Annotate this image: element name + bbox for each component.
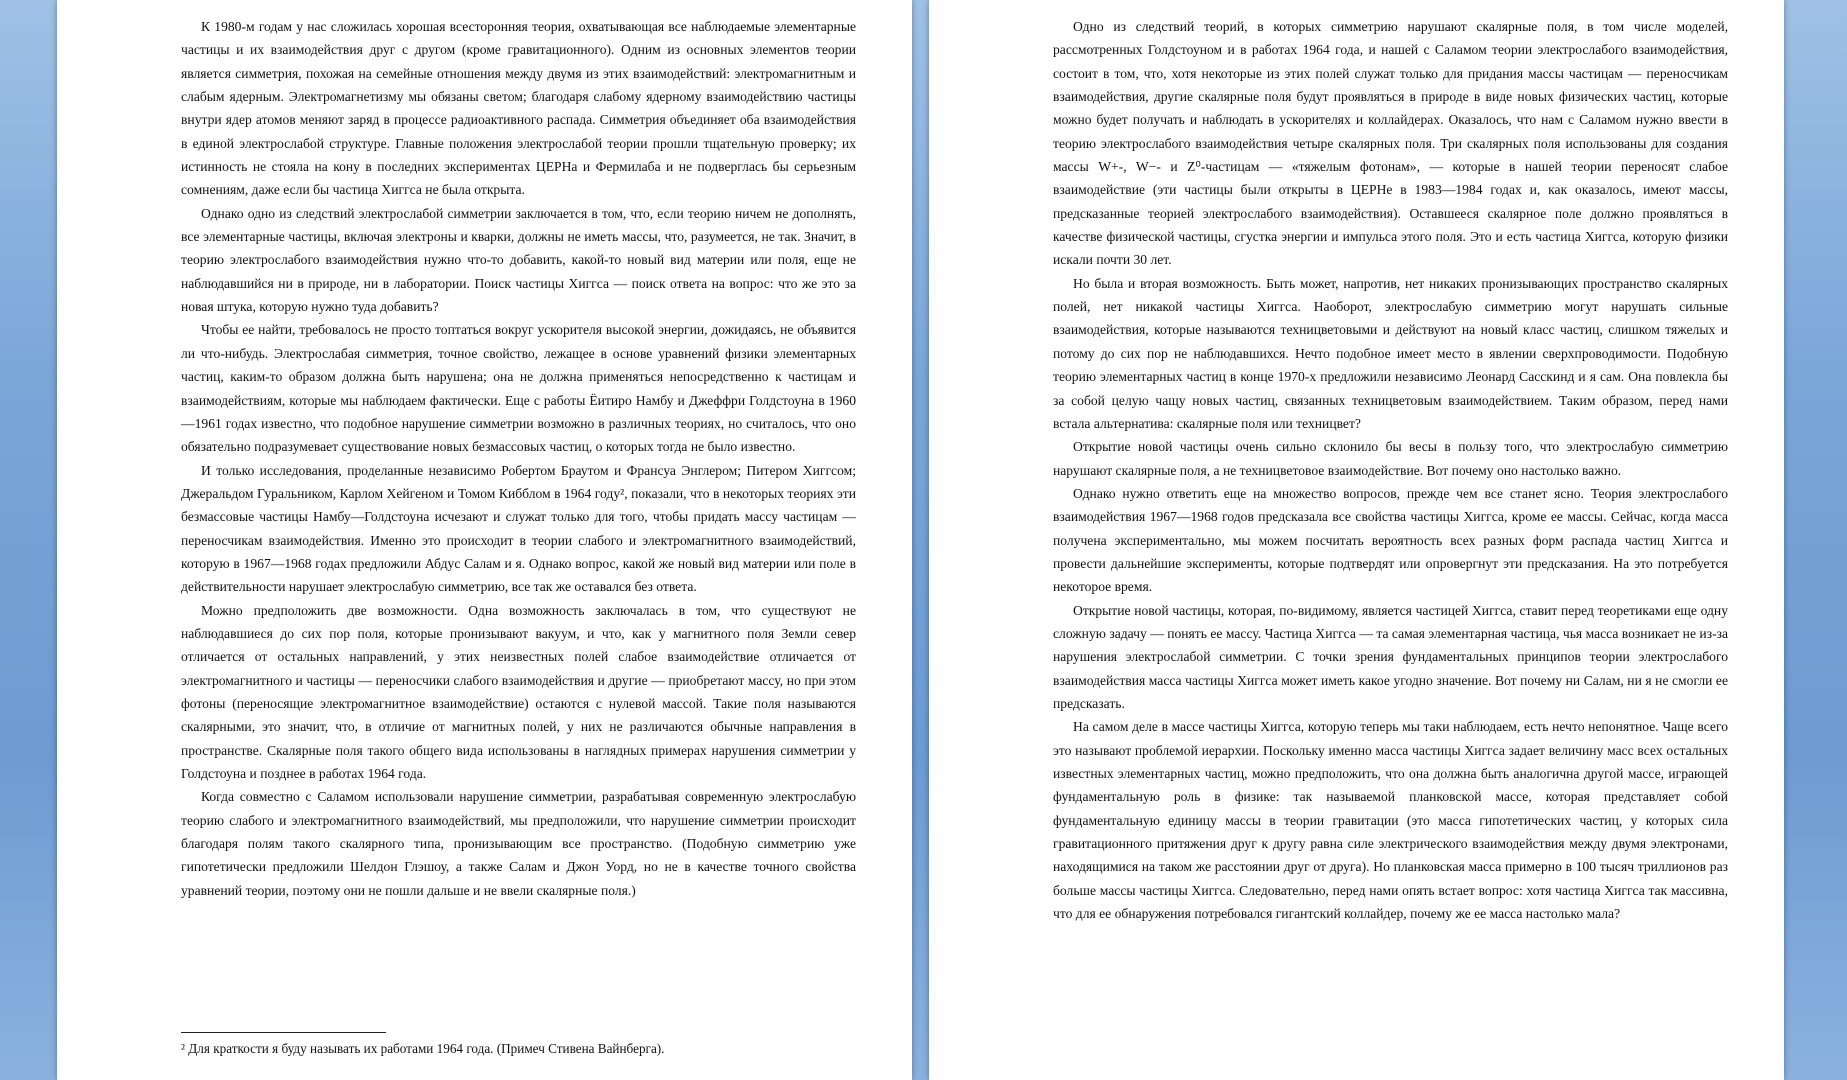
document-page-right[interactable]: [929, 0, 1784, 1080]
paragraph[interactable]: Когда совместно с Саламом использовали нарушение симметрии, разрабатывая современную электрослабую теорию слабого и электромагнитного взаимодействий, мы предположили, что нарушение симметрии происходит благодаря полям такого скалярного типа, пронизывающим все пространство. (Подобную симметрию уже гипотетически предложили Шелдон Глэшоу, а также Салам и Джон Уорд, но не в качестве точного свойства уравнений теории, поэтому они не пошли дальше и не ввели скалярные поля.): [181, 789, 856, 898]
footnote-separator: [181, 1032, 386, 1033]
paragraph[interactable]: Однако одно из следствий электрослабой симметрии заключается в том, что, если теорию ничем не дополнять, все элементарные частицы, включая электроны и кварки, должны не иметь массы, что, разумеется, не так. Значит, в теорию электрослабого взаимодействия нужно что-то добавить, какой-то новый вид материи или поля, еще не наблюдавшийся ни в природе, ни в лаборатории. Поиск частицы Хиггса — поиск ответа на вопрос: что же это за новая штука, которую нужно туда добавить?: [181, 205, 856, 315]
paragraph[interactable]: Открытие новой частицы, которая, по-видимому, является частицей Хиггса, ставит перед теоретиками еще одну сложную задачу — понять ее массу. Частица Хиггса — та самая элементарная частица, чья масса возникает не из-за нарушения электрослабой симметрии. С точки зрения фундаментальных принципов теории электрослабого взаимодействия масса частицы Хиггса может иметь какое угодно значение. Вот почему ни Салам, ни я не смогли ее предсказать.: [1053, 602, 1728, 711]
paragraph[interactable]: Открытие новой частицы очень сильно склонило бы весы в пользу того, что электрослабую симметрию нарушают скалярные поля, а не техницветовое взаимодействие. Вот почему оно настолько важно.: [1053, 439, 1728, 478]
paragraph[interactable]: Чтобы ее найти, требовалось не просто топтаться вокруг ускорителя высокой энергии, дожидаясь, не объявится ли что-нибудь. Электрослабая симметрия, точное свойство, лежащее в основе уравнений физики элементарных частиц, каким-то образом должна быть нарушена; она не должна применяться непосредственно к частицам и взаимодействиям, которые мы наблюдаем фактически. Еще с работы Ёитиро Намбу и Джеффри Голдстоуна в 1960—1961 годах известно, что подобное нарушение симметрии возможно в различных теориях, но считалось, что оно обязательно подразумевает существование новых безмассовых частиц, о которых тогда не было известно.: [181, 322, 856, 455]
paragraph[interactable]: Можно предположить две возможности. Одна возможность заключалась в том, что существуют не наблюдавшиеся до сих пор поля, которые пронизывают вакуум, и что, как у магнитного поля Земли север отличается от остальных направлений, у этих неизвестных полей слабое взаимодействие отличается от электромагнитного и частицы — переносчики слабого взаимодействия и другие — приобретают массу, но при этом фотоны (переносящие электромагнитное взаимодействие) остаются с нулевой массой. Такие поля называются скалярными, это значит, что, в отличие от магнитных полей, у них не различаются обычные направления в пространстве. Скалярные поля такого общего вида использованы в наглядных примерах нарушения симметрии у Голдстоуна и позднее в работах 1964 года.: [181, 602, 856, 781]
paragraph[interactable]: Однако нужно ответить еще на множество вопросов, прежде чем все станет ясно. Теория электрослабого взаимодействия 1967—1968 годов предсказала все свойства частицы Хиггса, кроме ее массы. Сейчас, когда масса получена экспериментально, мы можем посчитать вероятность всех разных форм распада частиц Хиггса и провести дальнейшие эксперименты, которые подтвердят или опровергнут эти предсказания. На это потребуется некоторое время.: [1053, 485, 1728, 595]
page-text-right[interactable]: [1053, 15, 1728, 925]
page-text-left[interactable]: [181, 15, 856, 902]
paragraph[interactable]: Одно из следствий теорий, в которых симметрию нарушают скалярные поля, в том числе моделей, рассмотренных Голдстоуном и в работах 1964 года, и нашей с Саламом теории электрослабого взаимодействия, состоит в том, что, хотя некоторые из этих полей служат только для придания массы частицам — переносчикам взаимодействия, другие скалярные поля будут проявляться в природе в виде новых физических частиц, которые можно будет получать и наблюдать в ускорителях и коллайдерах. Оказалось, что нам с Саламом нужно ввести в теорию электрослабого взаимодействия четыре скалярных поля. Три скалярных поля использованы для создания массы W+-, W−- и Z⁰-частицам — «тяжелым фотонам», — которые в нашей теории переносят слабое взаимодействие (эти частицы были открыты в ЦЕРНе в 1983—1984 годах и, как оказалось, имеют массы, предсказанные теорией электрослабого взаимодействия). Оставшееся скалярное поле должно проявляться в качестве физической частицы, сгустка энергии и импульса этого поля. Это и есть частица Хиггса, которую физики искали почти 30 лет.: [1053, 19, 1728, 268]
paragraph[interactable]: К 1980-м годам у нас сложилась хорошая всесторонняя теория, охватывающая все наблюдаемые элементарные частицы и их взаимодействия друг с другом (кроме гравитационного). Одним из основных элементов теории является симметрия, похожая на семейные отношения между двумя из этих взаимодействий: электромагнитным и слабым ядерным. Электромагнетизму мы обязаны светом; благодаря слабому ядерному взаимодействию частицы внутри ядер атомов меняют заряд в процессе радиоактивного распада. Симметрия объединяет оба взаимодействия в единой электрослабой структуре. Главные положения электрослабой теории прошли тщательную проверку; их истинность не стояла на кону в последних экспериментах ЦЕРНа и Фермилаба и не подверглась бы серьезным сомнениям, даже если бы частица Хиггса не была открыта.: [181, 19, 856, 198]
paragraph[interactable]: Но была и вторая возможность. Быть может, напротив, нет никаких пронизывающих пространство скалярных полей, нет никакой частицы Хиггса. Наоборот, электрослабую симметрию могут нарушать сильные взаимодействия, которые называются техницветовыми и действуют на новый класс частиц, слишком тяжелых и потому до сих пор не наблюдавшихся. Нечто подобное имеет место в явлении сверхпроводимости. Подобную теорию элементарных частиц в конце 1970-х предложили независимо Леонард Сасскинд и я сам. Она повлекла бы за собой целую чащу новых частиц, связанных техницветовым взаимодействием. Таким образом, перед нами встала альтернатива: скалярные поля или техницвет?: [1053, 275, 1728, 431]
document-page-left[interactable]: [57, 0, 912, 1080]
paragraph[interactable]: И только исследования, проделанные независимо Робертом Браутом и Франсуа Энглером; Питером Хиггсом; Джеральдом Гуральником, Карлом Хейгеном и Томом Кибблом в 1964 году², показали, что в некоторых теориях эти безмассовые частицы Намбу—Голдстоуна исчезают и служат только для того, чтобы придать массу частицам — переносчикам взаимодействия. Именно это происходит в теории слабого и электромагнитного взаимодействий, которую в 1967—1968 годах предложили Абдус Салам и я. Однако вопрос, какой же новый вид материи или поле в действительности нарушает электрослабую симметрию, все так же оставался без ответа.: [181, 462, 856, 595]
paragraph[interactable]: На самом деле в массе частицы Хиггса, которую теперь мы таки наблюдаем, есть нечто непонятное. Чаще всего это называют проблемой иерархии. Поскольку именно масса частицы Хиггса задает величину масс всех остальных известных элементарных частиц, можно предположить, что она должна быть аналогична другой массе, играющей фундаментальную роль в физике: так называемой планковской массе, которая представляет собой фундаментальную единицу массы в теории гравитации (это масса гипотетических частиц, у которых сила гравитационного притяжения друг к другу равна силе электрического взаимодействия между двумя электронами, находящимися на таком же расстоянии друг от друга). Но планковская масса примерно в 100 тысяч триллионов раз больше массы частицы Хиггса. Следовательно, перед нами опять встает вопрос: хотя частица Хиггса так массивна, что для ее обнаружения потребовался гигантский коллайдер, почему же ее масса настолько мала?: [1053, 719, 1728, 922]
footnote[interactable]: ² Для краткости я буду называть их работами 1964 года. (Примеч Стивена Вайнберга).: [181, 1041, 665, 1056]
